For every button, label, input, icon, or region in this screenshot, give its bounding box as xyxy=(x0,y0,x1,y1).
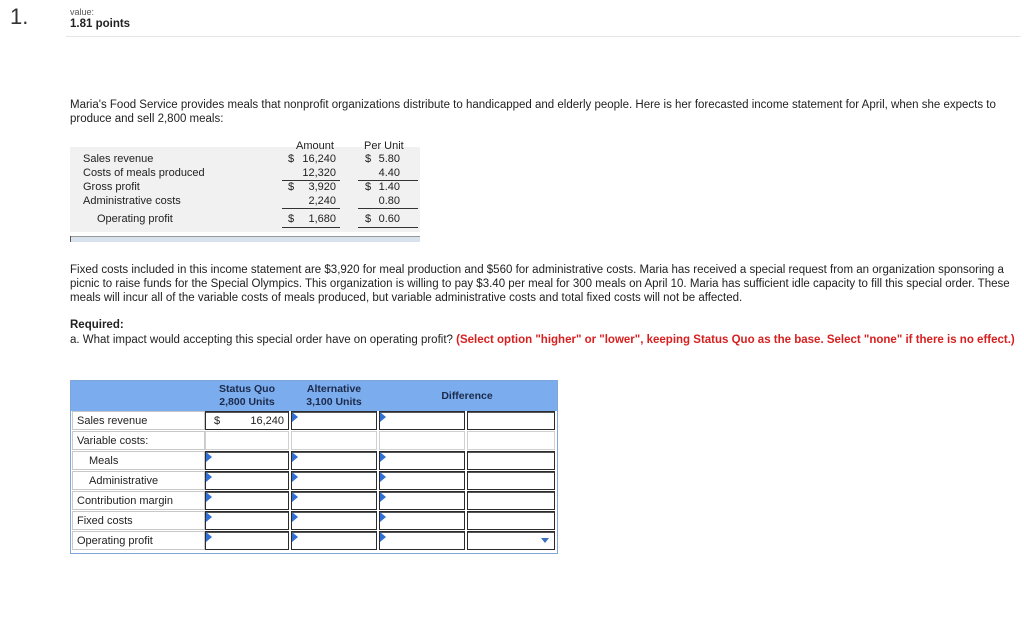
is-label-operating-profit: Operating profit xyxy=(97,213,173,225)
status-quo-sales-revenue-cell xyxy=(205,411,289,430)
row-label-variable-costs: Variable costs: xyxy=(72,431,205,450)
difference-sales-revenue-select[interactable] xyxy=(467,411,555,430)
income-statement-footer-edge xyxy=(70,236,71,242)
status-quo-contribution-margin-input[interactable] xyxy=(205,491,289,510)
header-alternative-units: 3,100 Units xyxy=(306,396,362,408)
status-quo-operating-profit-input[interactable] xyxy=(205,531,289,550)
difference-contribution-margin-select[interactable] xyxy=(467,491,555,510)
is-label-gross-profit: Gross profit xyxy=(83,181,140,193)
variable-costs-blank-cell xyxy=(467,431,555,450)
income-statement-footer-bar xyxy=(70,236,420,242)
is-amount-gross-profit: 3,920 xyxy=(308,181,336,193)
difference-meals-input[interactable] xyxy=(379,451,465,470)
is-amount-currency: $ xyxy=(288,181,295,193)
is-underline-unit-2 xyxy=(358,208,418,209)
is-unit-gross-profit: 1.40 xyxy=(378,181,400,193)
alternative-sales-revenue-input[interactable] xyxy=(291,411,377,430)
row-label-contribution-margin: Contribution margin xyxy=(72,491,205,510)
input-marker-icon xyxy=(380,512,386,522)
is-underline-amount-3 xyxy=(282,227,340,228)
variable-costs-blank-cell xyxy=(205,431,289,450)
difference-operating-profit-select[interactable] xyxy=(467,531,555,550)
alternative-contribution-margin-input[interactable] xyxy=(291,491,377,510)
input-marker-icon xyxy=(292,472,298,482)
intro-paragraph: Maria's Food Service provides meals that nonprofit organizations distribute to handicapped and elderly people. Here is her forecasted income statement for April, when she expects to produce and sell 2,800 meals: xyxy=(70,99,996,125)
is-amount-administrative-costs: 2,240 xyxy=(308,195,336,207)
input-marker-icon xyxy=(206,532,212,542)
points-value: 1.81 points xyxy=(70,18,131,30)
input-marker-icon xyxy=(380,532,386,542)
variable-costs-blank-cell xyxy=(379,431,465,450)
input-marker-icon xyxy=(292,452,298,462)
is-unit-currency: $ xyxy=(365,181,372,193)
status-quo-fixed-costs-input[interactable] xyxy=(205,511,289,530)
question-a-text: a. What impact would accepting this special order have on operating profit? xyxy=(70,334,453,346)
is-unit-sales-revenue: 5.80 xyxy=(378,153,400,165)
input-marker-icon xyxy=(206,452,212,462)
input-marker-icon xyxy=(206,492,212,502)
difference-sales-revenue-input[interactable] xyxy=(379,411,465,430)
input-marker-icon xyxy=(380,412,386,422)
difference-fixed-costs-select[interactable] xyxy=(467,511,555,530)
row-label-meals: Meals xyxy=(72,451,205,470)
input-marker-icon xyxy=(206,512,212,522)
difference-meals-select[interactable] xyxy=(467,451,555,470)
difference-fixed-costs-input[interactable] xyxy=(379,511,465,530)
question-a-instruction: (Select option "higher" or "lower", keeping Status Quo as the base. Select "none" if there is no effect.) xyxy=(456,334,1015,346)
is-amount-sales-revenue: 16,240 xyxy=(302,153,336,165)
question-a xyxy=(70,333,1024,347)
is-unit-currency: $ xyxy=(365,153,372,165)
status-quo-meals-input[interactable] xyxy=(205,451,289,470)
is-amount-currency: $ xyxy=(288,153,295,165)
is-label-administrative-costs: Administrative costs xyxy=(83,195,181,207)
is-underline-amount-2 xyxy=(282,208,340,209)
input-marker-icon xyxy=(292,532,298,542)
header-difference: Difference xyxy=(441,389,493,402)
status-quo-administrative-input[interactable] xyxy=(205,471,289,490)
input-marker-icon xyxy=(206,472,212,482)
required-heading: Required: xyxy=(70,319,124,331)
input-marker-icon xyxy=(380,472,386,482)
header-alternative-title: Alternative xyxy=(306,383,362,395)
status-quo-sales-revenue-value: 16,240 xyxy=(250,415,284,427)
per-unit-header: Per Unit xyxy=(364,140,404,152)
row-label-sales-revenue: Sales revenue xyxy=(72,411,205,430)
row-label-operating-profit: Operating profit xyxy=(72,531,205,550)
income-statement-table xyxy=(70,140,420,240)
is-amount-currency: $ xyxy=(288,213,295,225)
question-number: 1. xyxy=(10,4,29,29)
status-quo-sales-revenue-currency: $ xyxy=(214,415,221,427)
input-marker-icon xyxy=(292,412,298,422)
is-amount-costs-of-meals: 12,320 xyxy=(302,167,336,179)
amount-header: Amount xyxy=(296,140,334,152)
header-divider xyxy=(66,36,1021,37)
difference-administrative-select[interactable] xyxy=(467,471,555,490)
is-label-sales-revenue: Sales revenue xyxy=(83,153,154,165)
difference-operating-profit-input[interactable] xyxy=(379,531,465,550)
header-status-quo-title: Status Quo xyxy=(218,383,275,395)
chevron-down-icon[interactable] xyxy=(541,538,549,543)
row-label-fixed-costs: Fixed costs xyxy=(72,511,205,530)
difference-contribution-margin-input[interactable] xyxy=(379,491,465,510)
input-marker-icon xyxy=(380,452,386,462)
answer-grid xyxy=(70,380,558,554)
value-label: value: xyxy=(70,7,95,17)
input-marker-icon xyxy=(292,492,298,502)
input-marker-icon xyxy=(380,492,386,502)
alternative-fixed-costs-input[interactable] xyxy=(291,511,377,530)
header-alternative xyxy=(291,381,377,411)
is-label-costs-of-meals: Costs of meals produced xyxy=(83,167,205,179)
is-unit-costs-of-meals: 4.40 xyxy=(378,167,400,179)
is-unit-operating-profit: 0.60 xyxy=(378,213,400,225)
scenario-paragraph: Fixed costs included in this income statement are $3,920 for meal production and $560 for administrative costs. Maria has received a special request from an organization sponsoring a picnic to raise funds for the Special Olympics. This organization is willing to pay $3.40 per meal for 300 meals on April 10. Maria has sufficient idle capacity to fill this special order. These meals will incur all of the variable costs of meals produced, but variable administrative costs and total fixed costs will not be affected. xyxy=(70,264,1010,304)
is-underline-unit-3 xyxy=(358,227,418,228)
alternative-meals-input[interactable] xyxy=(291,451,377,470)
header-status-quo xyxy=(205,381,289,411)
is-amount-operating-profit: 1,680 xyxy=(308,213,336,225)
difference-administrative-input[interactable] xyxy=(379,471,465,490)
header-status-quo-units: 2,800 Units xyxy=(219,396,275,408)
row-label-administrative: Administrative xyxy=(72,471,205,490)
is-unit-administrative-costs: 0.80 xyxy=(378,195,400,207)
alternative-operating-profit-input[interactable] xyxy=(291,531,377,550)
input-marker-icon xyxy=(292,512,298,522)
is-unit-currency: $ xyxy=(365,213,372,225)
alternative-administrative-input[interactable] xyxy=(291,471,377,490)
variable-costs-blank-cell xyxy=(291,431,377,450)
